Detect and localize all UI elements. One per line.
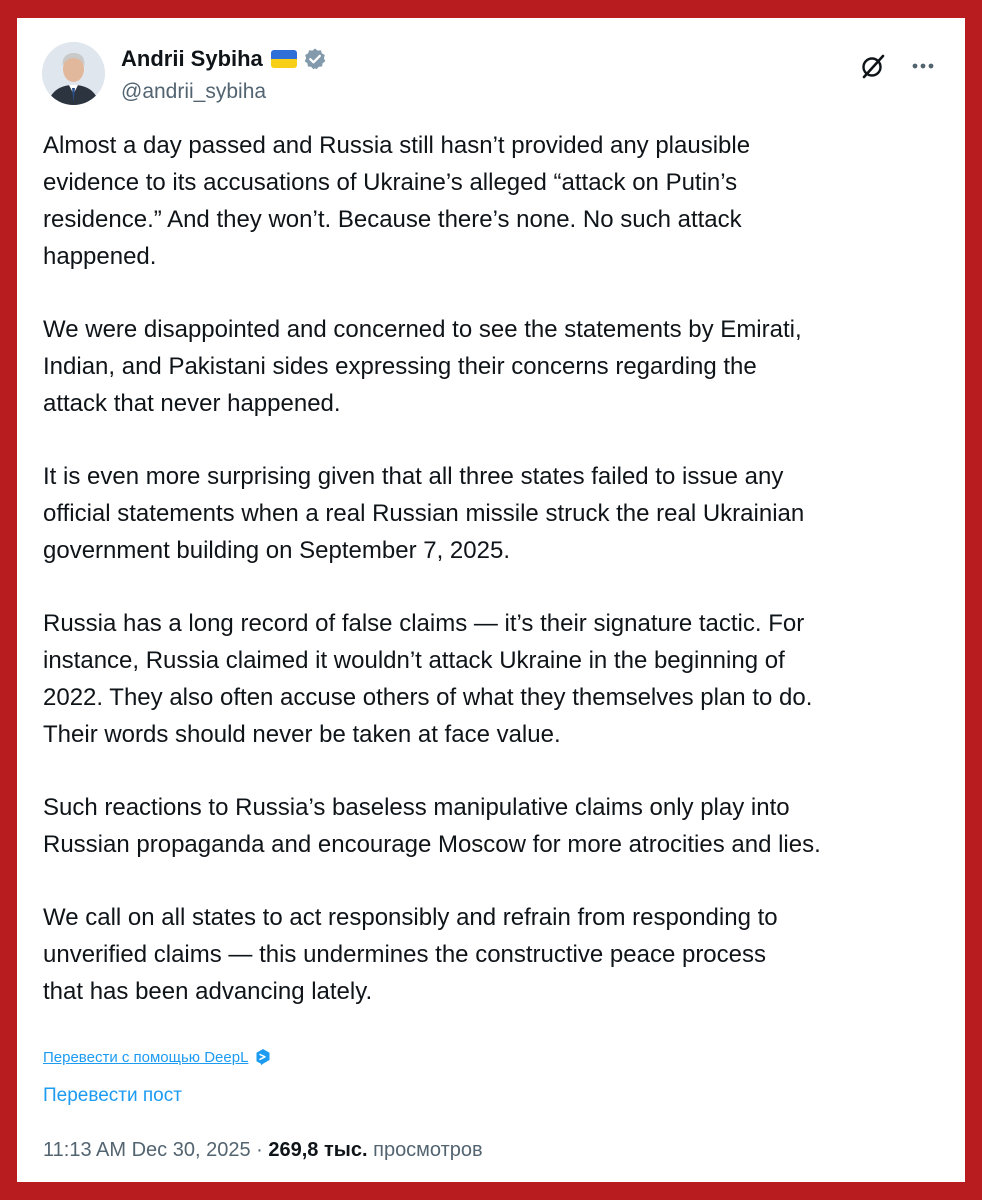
post-paragraph: Almost a day passed and Russia still hasn’t provided any plausible evidence to its accusations of Ukraine’s alleged “attack on Putin’s residence.” And they won’t. Because there’s none. No such attack happened.	[43, 132, 751, 270]
post-text	[43, 127, 948, 1046]
deepl-icon	[254, 1048, 272, 1066]
post-paragraph: We were disappointed and concerned to see the statements by Emirati, Indian, and Pakistani sides expressing their concerns regarding the attack that never happened.	[43, 316, 802, 417]
avatar-image	[42, 42, 105, 105]
post-card	[17, 18, 965, 1182]
post-header	[41, 42, 941, 112]
post-paragraph: Russia has a long record of false claims — it’s their signature tactic. For instance, Russia claimed it wouldn’t attack Ukraine in the beginning of 2022. They also often accuse others of what they themselves plan to do. Their words should never be taken at face value.	[43, 610, 813, 748]
post-paragraph: Such reactions to Russia’s baseless manipulative claims only play into Russian propaganda and encourage Moscow for more atrocities and lies.	[43, 794, 821, 858]
ukraine-flag-icon	[271, 50, 297, 68]
name-row	[121, 46, 327, 72]
views-count: 269,8 тыс.	[268, 1139, 368, 1161]
verified-badge-icon[interactable]	[303, 47, 327, 71]
post-date[interactable]: Dec 30, 2025	[131, 1139, 251, 1161]
handle[interactable]: @andrii_sybiha	[121, 80, 267, 103]
post-meta	[43, 1139, 483, 1162]
post-paragraph: It is even more surprising given that all three states failed to issue any official statements when a real Russian missile struck the real Ukrainian government building on September 7, 2025.	[43, 463, 805, 564]
meta-separator: ·	[256, 1139, 263, 1161]
grok-icon[interactable]	[859, 52, 887, 80]
translate-deepl-label: Перевести с помощью DeepL	[43, 1048, 249, 1066]
display-name[interactable]: Andrii Sybiha	[121, 46, 263, 71]
post-time[interactable]: 11:13 AM	[43, 1139, 127, 1161]
post-paragraph: We call on all states to act responsibly and refrain from responding to unverified claims — this undermines the constructive peace process that has been advancing lately.	[43, 904, 778, 1005]
views-label: просмотров	[373, 1139, 483, 1161]
translate-post-link[interactable]: Перевести пост	[43, 1085, 182, 1106]
avatar[interactable]	[42, 42, 105, 105]
translate-deepl-link[interactable]	[43, 1048, 272, 1066]
more-options-icon[interactable]	[909, 52, 937, 80]
